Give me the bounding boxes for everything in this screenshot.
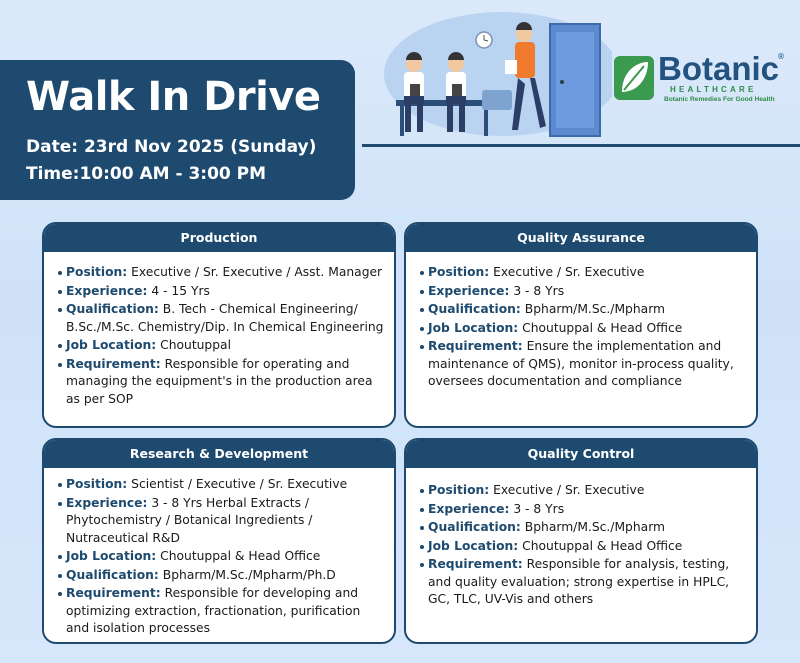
detail-value: Choutuppal (160, 338, 232, 352)
detail-value: Scientist / Executive / Sr. Executive (131, 477, 348, 491)
logo-registered: ® (777, 52, 785, 61)
detail-value: Responsible for developing and optimizing extraction, fractionation, purification and isolation processes (66, 586, 361, 635)
detail-label: Qualification: (428, 302, 521, 316)
detail-item (420, 556, 746, 609)
detail-label: Experience: (428, 283, 510, 298)
detail-item (420, 519, 746, 537)
card-details (44, 252, 394, 408)
card-details (406, 252, 756, 391)
detail-item (420, 338, 746, 391)
detail-item (420, 501, 746, 519)
detail-label: Job Location: (66, 549, 157, 563)
detail-label: Position: (66, 477, 128, 491)
detail-value: Ensure the implementation and maintenance of QMS), monitor in-process quality, oversees documentation and compliance (428, 339, 734, 388)
detail-item (58, 548, 384, 566)
detail-label: Position: (428, 483, 490, 497)
detail-label: Requirement: (66, 356, 161, 371)
card-research-development (42, 438, 396, 644)
detail-value: Responsible for operating and managing the equipment's in the production area as per SOP (66, 356, 373, 406)
detail-value: Executive / Sr. Executive (493, 265, 645, 279)
detail-value: B. Tech - Chemical Engineering/ B.Sc./M.Sc. Chemistry/Dip. In Chemical Engineering (66, 302, 384, 334)
card-title: Research & Development (44, 440, 394, 468)
detail-value: Choutuppal & Head Office (522, 320, 683, 335)
detail-item (58, 283, 384, 301)
detail-item (58, 495, 384, 548)
detail-value: 3 - 8 Yrs (513, 283, 565, 298)
header-divider (362, 144, 800, 147)
detail-value: Choutuppal & Head Office (160, 549, 321, 563)
detail-label: Requirement: (66, 586, 161, 600)
page-title: Walk In Drive (26, 74, 321, 120)
logo-brand: Botanic (658, 50, 780, 87)
detail-label: Experience: (66, 283, 148, 298)
logo-tagline: Botanic Remedies For Good Health (664, 96, 775, 103)
company-logo (612, 52, 790, 108)
detail-value: 3 - 8 Yrs Herbal Extracts / Phytochemistry / Botanical Ingredients / Nutraceutical R&D (66, 495, 313, 545)
detail-item (420, 538, 746, 556)
detail-value: Executive / Sr. Executive (493, 483, 645, 497)
detail-label: Position: (428, 265, 490, 279)
detail-item (420, 301, 746, 319)
detail-item (420, 320, 746, 338)
detail-item (58, 301, 384, 336)
detail-item (58, 356, 384, 409)
event-date: Date: 23rd Nov 2025 (Sunday) (26, 137, 317, 157)
detail-label: Position: (66, 265, 128, 279)
detail-value: 3 - 8 Yrs (513, 501, 565, 516)
seated-person-1 (404, 52, 424, 132)
detail-item (58, 567, 384, 585)
event-time: Time:10:00 AM - 3:00 PM (26, 164, 267, 184)
detail-value: Bpharm/M.Sc./Mpharm/Ph.D (162, 567, 336, 582)
detail-item (58, 337, 384, 355)
detail-value: Bpharm/M.Sc./Mpharm (524, 302, 666, 316)
card-production (42, 222, 396, 428)
detail-label: Experience: (428, 501, 510, 516)
chair (482, 90, 512, 110)
detail-value: Choutuppal & Head Office (522, 538, 683, 553)
card-title: Production (44, 224, 394, 252)
detail-label: Qualification: (66, 567, 159, 582)
detail-item (58, 476, 384, 494)
card-quality-assurance (404, 222, 758, 428)
detail-label: Job Location: (428, 538, 519, 553)
detail-item (420, 264, 746, 282)
card-quality-control (404, 438, 758, 644)
card-title: Quality Control (406, 440, 756, 468)
detail-label: Requirement: (428, 339, 523, 353)
detail-value: Bpharm/M.Sc./Mpharm (524, 520, 666, 534)
detail-item (58, 585, 384, 638)
detail-value: Executive / Sr. Executive / Asst. Manager (131, 265, 383, 279)
card-details (44, 468, 394, 638)
detail-value: Responsible for analysis, testing, and quality evaluation; strong expertise in HPLC, GC, TLC, UV-Vis and others (428, 557, 730, 606)
detail-item (58, 264, 384, 282)
card-details (406, 468, 756, 609)
detail-label: Qualification: (66, 302, 159, 316)
card-title: Quality Assurance (406, 224, 756, 252)
title-panel (0, 60, 355, 200)
detail-item (420, 482, 746, 500)
detail-label: Qualification: (428, 520, 521, 534)
detail-label: Job Location: (428, 320, 519, 335)
detail-label: Experience: (66, 495, 148, 510)
waiting-room-illustration (372, 4, 612, 144)
detail-label: Job Location: (66, 338, 157, 352)
leaf-icon (612, 52, 658, 104)
detail-value: 4 - 15 Yrs (151, 283, 210, 298)
logo-sub: HEALTHCARE (670, 85, 757, 94)
detail-label: Requirement: (428, 557, 523, 571)
detail-item (420, 283, 746, 301)
